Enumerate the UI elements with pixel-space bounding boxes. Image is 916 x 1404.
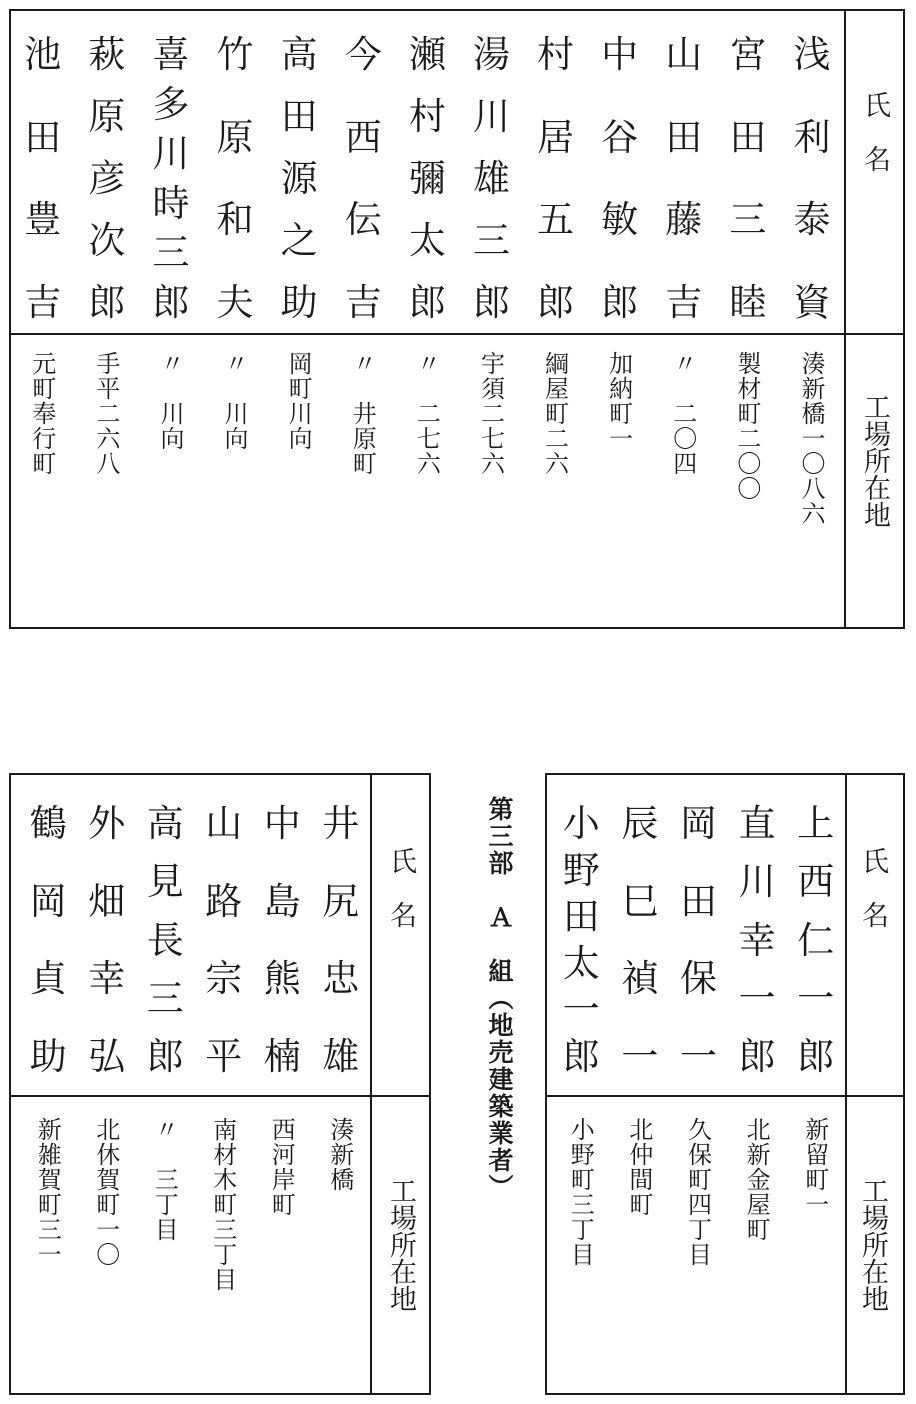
name-cell: 高 見 長 三 郎 [146,802,184,1078]
name-cell: 山 田 藤 吉 [665,33,703,324]
name-cell: 岡 田 保 一 [680,802,717,1078]
header-location: 工場所在地 [859,393,890,528]
address-cell: 〃 井原町 [348,351,377,476]
name-cell: 湯 川 雄 三 郎 [472,33,510,324]
name-cell: 辰 巳 禎 一 [621,802,659,1078]
name-cell: 喜 多 川 時 三 郎 [152,33,190,324]
address-cell: 北休賀町一〇 [91,1117,120,1267]
name-cell: 宮 田 三 睦 [729,33,767,324]
name-cell: 瀬 村 彌 太 郎 [408,33,446,324]
header-name: 氏 名 [385,847,416,928]
header-location: 工場所在地 [857,1177,888,1312]
address-cell: 〃 二七六 [412,351,441,476]
header-divider [844,11,846,627]
address-cell: 新留町一 [800,1117,829,1217]
name-cell: 外 畑 幸 弘 [88,802,126,1078]
name-cell: 直 川 幸 一 郎 [738,802,776,1078]
name-cell: 竹 原 和 夫 [216,33,254,324]
address-cell: 湊新橋一〇八六 [796,351,825,526]
address-cell: 湊新橋 [325,1117,354,1192]
address-cell: 〃 川向 [220,351,249,451]
name-cell: 浅 利 泰 資 [793,33,831,324]
name-cell: 井 尻 忠 雄 [322,802,360,1078]
name-cell: 村 居 五 郎 [537,33,575,324]
address-cell: 元町奉行町 [27,351,56,476]
address-cell: 綱屋町二六 [540,351,569,476]
address-cell: 北新金屋町 [742,1117,771,1242]
name-cell: 高 田 源 之 助 [280,33,318,324]
name-cell: 今 西 伝 吉 [344,33,382,324]
name-cell: 池 田 豊 吉 [24,33,62,324]
name-cell: 山 路 宗 平 [205,802,243,1078]
row-divider [11,1095,429,1097]
section-title: 第三部 Ａ 組（地売建築業者） [485,796,514,1201]
name-cell: 中 谷 敏 郎 [601,33,639,324]
address-cell: 加納町一 [604,351,633,451]
header-name: 氏 名 [859,91,890,172]
row-divider [547,1095,903,1097]
header-divider [845,775,847,1393]
address-cell: 〃 二〇四 [668,351,697,476]
address-cell: 南材木町三丁目 [208,1117,237,1292]
bottom-right-table [545,773,905,1395]
header-divider [370,775,372,1393]
name-cell: 鶴 岡 貞 助 [29,802,67,1078]
name-cell: 上 西 仁 一 郎 [797,802,835,1078]
name-cell: 小 野 田 太 一 郎 [562,802,600,1078]
name-cell: 萩 原 彦 次 郎 [88,33,126,324]
address-cell: 〃 川向 [155,351,184,451]
address-cell: 西河岸町 [267,1117,296,1217]
row-divider [11,333,903,335]
header-location: 工場所在地 [385,1177,416,1312]
address-cell: 小野町三丁目 [566,1117,595,1267]
top-table [9,9,905,629]
address-cell: 手平二六八 [91,351,120,476]
address-cell: 久保町四丁目 [683,1117,712,1267]
address-cell: 北仲間町 [624,1117,653,1217]
name-cell: 中 島 熊 楠 [263,802,301,1078]
address-cell: 岡町川向 [284,351,313,451]
header-name: 氏 名 [857,847,888,928]
bottom-left-table [9,773,431,1395]
address-cell: 〃 三丁目 [150,1117,179,1242]
address-cell: 製材町二〇〇 [732,351,761,501]
address-cell: 宇須二七六 [476,351,505,476]
address-cell: 新雑賀町三一 [33,1117,62,1267]
